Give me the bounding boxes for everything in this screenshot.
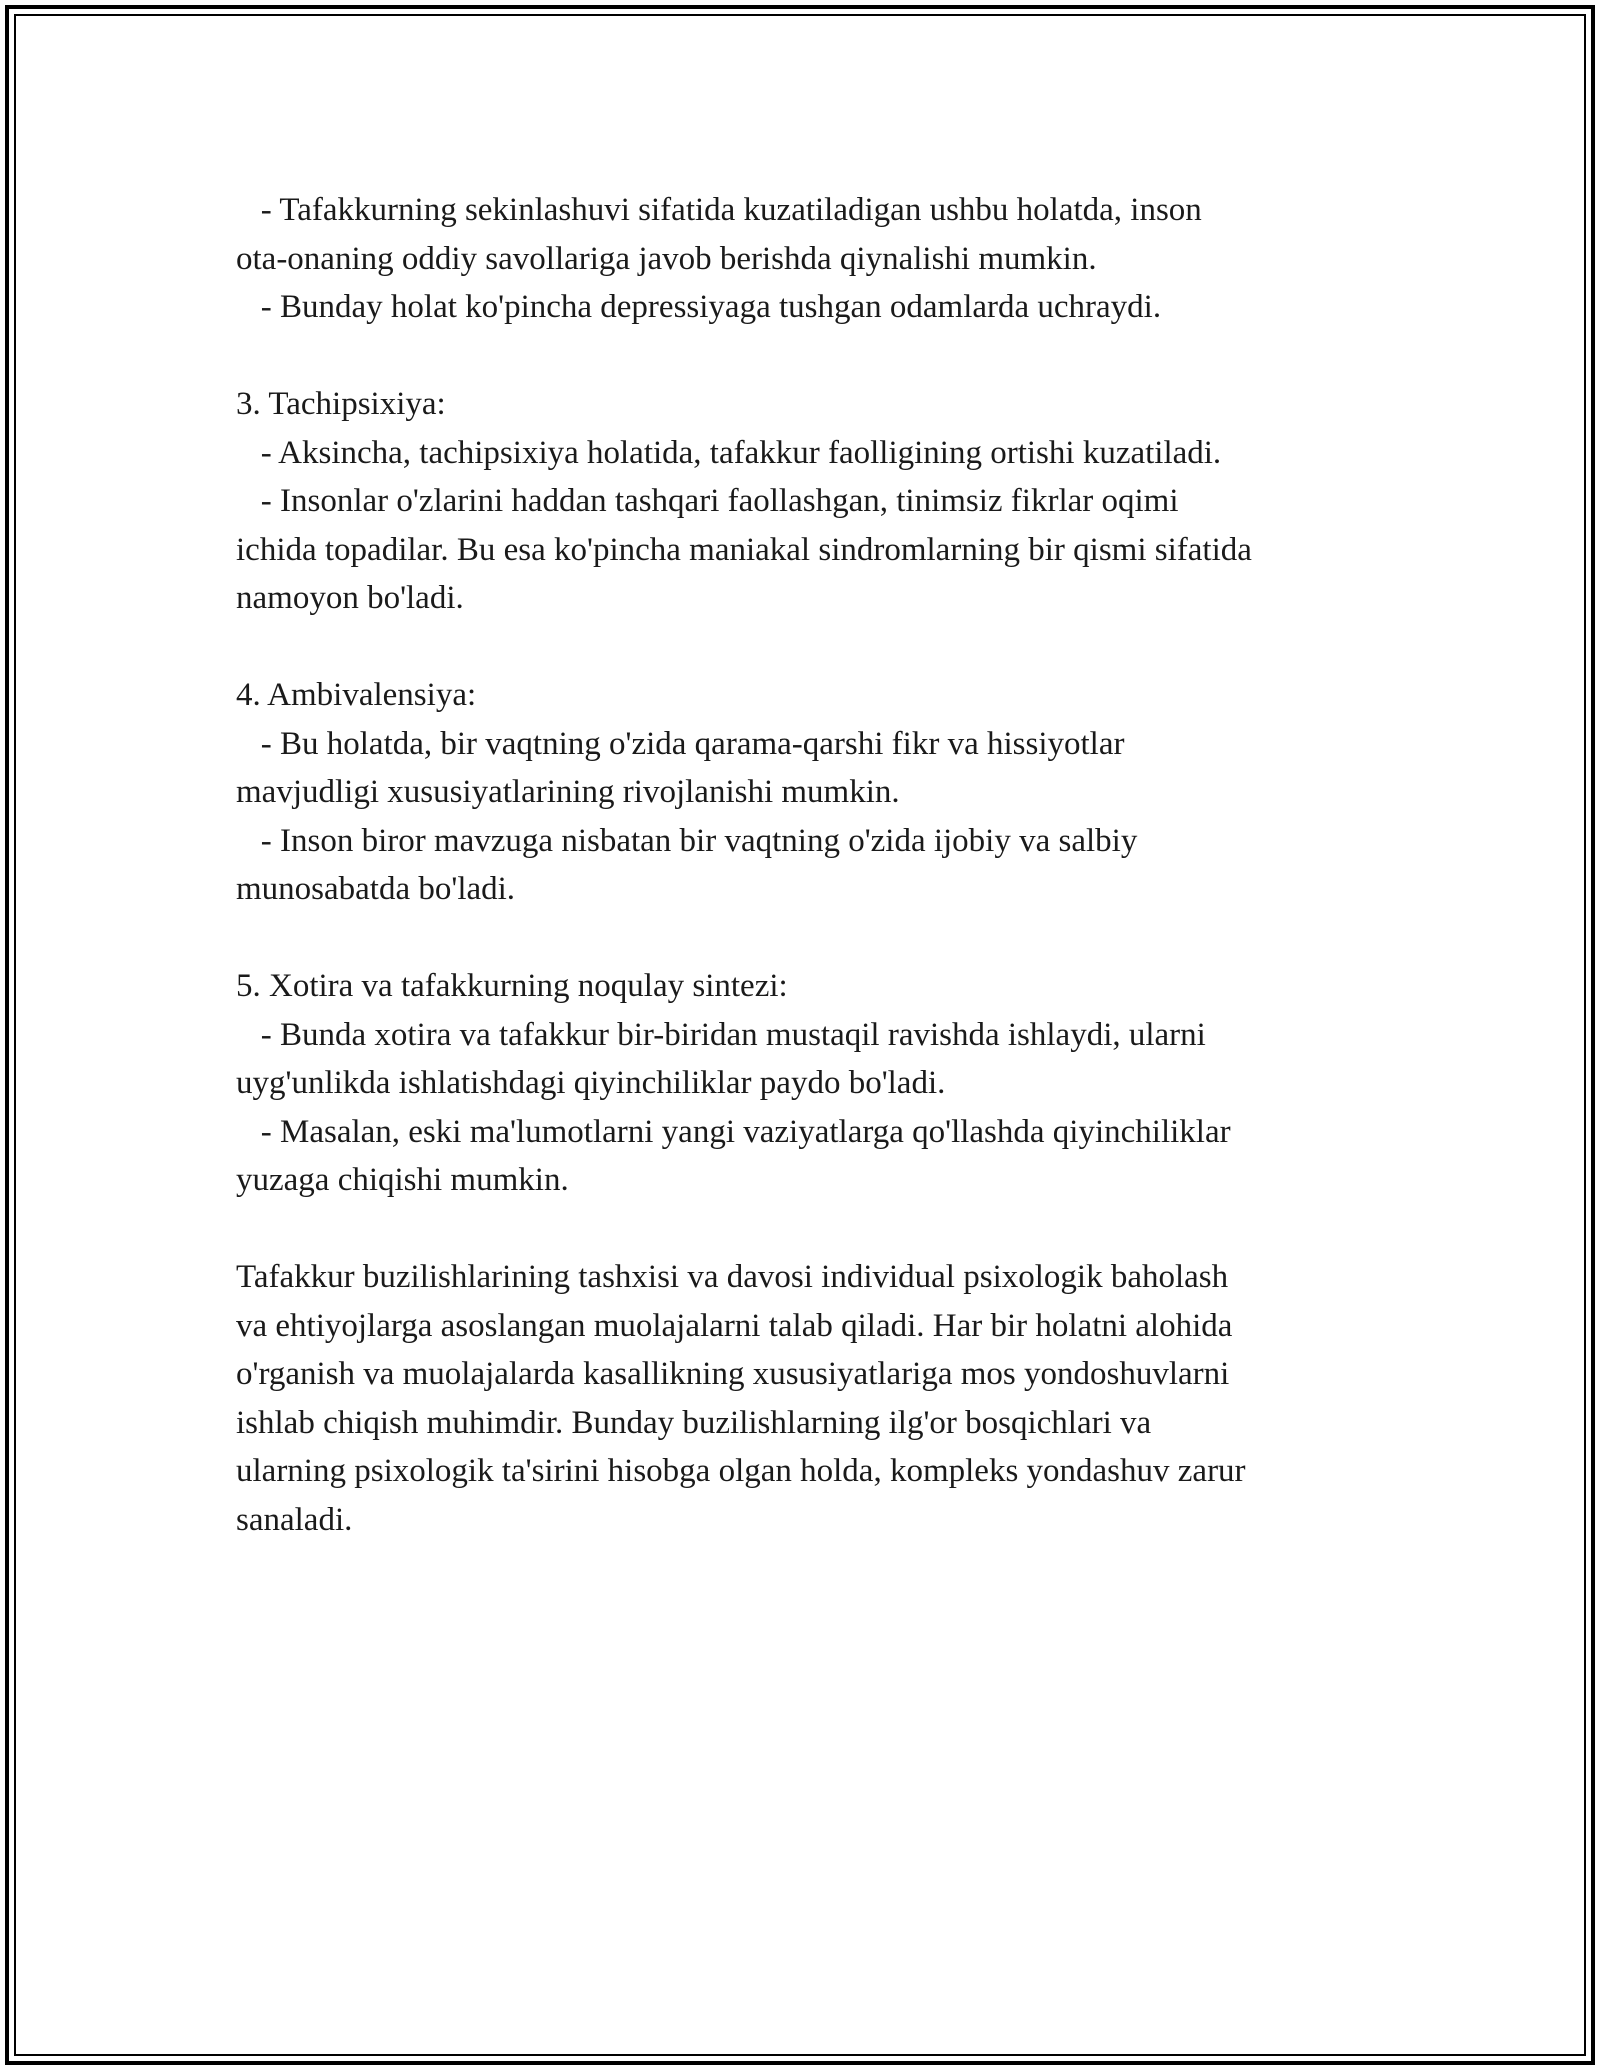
text-line: - Inson biror mavzuga nisbatan bir vaqtning o'zida ijobiy va salbiy: [236, 822, 1138, 859]
text-line: sanaladi.: [236, 1501, 353, 1538]
document-body: [236, 186, 1386, 1544]
text-line: ota-onaning oddiy savollariga javob berishda qiynalishi mumkin.: [236, 240, 1097, 277]
section-xotira-sintezi: [236, 962, 1386, 1205]
text-line: - Bunday holat ko'pincha depressiyaga tushgan odamlarda uchraydi.: [236, 289, 1162, 325]
text-line: ichida topadilar. Bu esa ko'pincha maniakal sindromlarning bir qismi sifatida: [236, 531, 1252, 568]
section-heading: 4. Ambivalensiya:: [236, 677, 477, 713]
text-line: - Masalan, eski ma'lumotlarni yangi vaziyatlarga qo'llashda qiyinchiliklar: [236, 1113, 1231, 1150]
text-line: munosabatda bo'ladi.: [236, 871, 516, 907]
paragraph-spacer: [236, 1205, 1386, 1254]
text-line: o'rganish va muolajalarda kasallikning xususiyatlariga mos yondoshuvlarni: [236, 1356, 1230, 1392]
text-line: - Tafakkurning sekinlashuvi sifatida kuzatiladigan ushbu holatda, inson: [236, 192, 1202, 228]
text-line: Tafakkur buzilishlarining tashxisi va davosi individual psixologik baholash: [236, 1259, 1229, 1295]
text-line: ularning psixologik ta'sirini hisobga olgan holda, kompleks yondashuv zarur: [236, 1453, 1246, 1489]
text-line: - Aksincha, tachipsixiya holatida, tafakkur faolligining ortishi kuzatiladi.: [236, 434, 1222, 471]
paragraph-bradypsychia-continuation: [236, 186, 1386, 332]
section-heading: 5. Xotira va tafakkurning noqulay sintezi:: [236, 968, 788, 1004]
section-ambivalensiya: [236, 671, 1386, 914]
paragraph-spacer: [236, 914, 1386, 963]
text-line: mavjudligi xususiyatlarining rivojlanishi mumkin.: [236, 774, 900, 810]
text-line: - Insonlar o'zlarini haddan tashqari faollashgan, tinimsiz fikrlar oqimi: [236, 483, 1179, 519]
text-line: ishlab chiqish muhimdir. Bunday buzilishlarning ilg'or bosqichlari va: [236, 1404, 1152, 1441]
text-line: uyg'unlikda ishlatishdagi qiyinchiliklar paydo bo'ladi.: [236, 1065, 946, 1101]
paragraph-conclusion: [236, 1253, 1386, 1544]
text-line: va ehtiyojlarga asoslangan muolajalarni talab qiladi. Har bir holatni alohida: [236, 1307, 1233, 1344]
text-line: yuzaga chiqishi mumkin.: [236, 1162, 569, 1198]
text-line: - Bunda xotira va tafakkur bir-biridan mustaqil ravishda ishlaydi, ularni: [236, 1016, 1206, 1053]
section-tachipsixiya: [236, 380, 1386, 623]
paragraph-spacer: [236, 332, 1386, 381]
paragraph-spacer: [236, 623, 1386, 672]
text-line: namoyon bo'ladi.: [236, 580, 464, 616]
text-line: - Bu holatda, bir vaqtning o'zida qarama-qarshi fikr va hissiyotlar: [236, 725, 1125, 762]
section-heading: 3. Tachipsixiya:: [236, 386, 446, 422]
